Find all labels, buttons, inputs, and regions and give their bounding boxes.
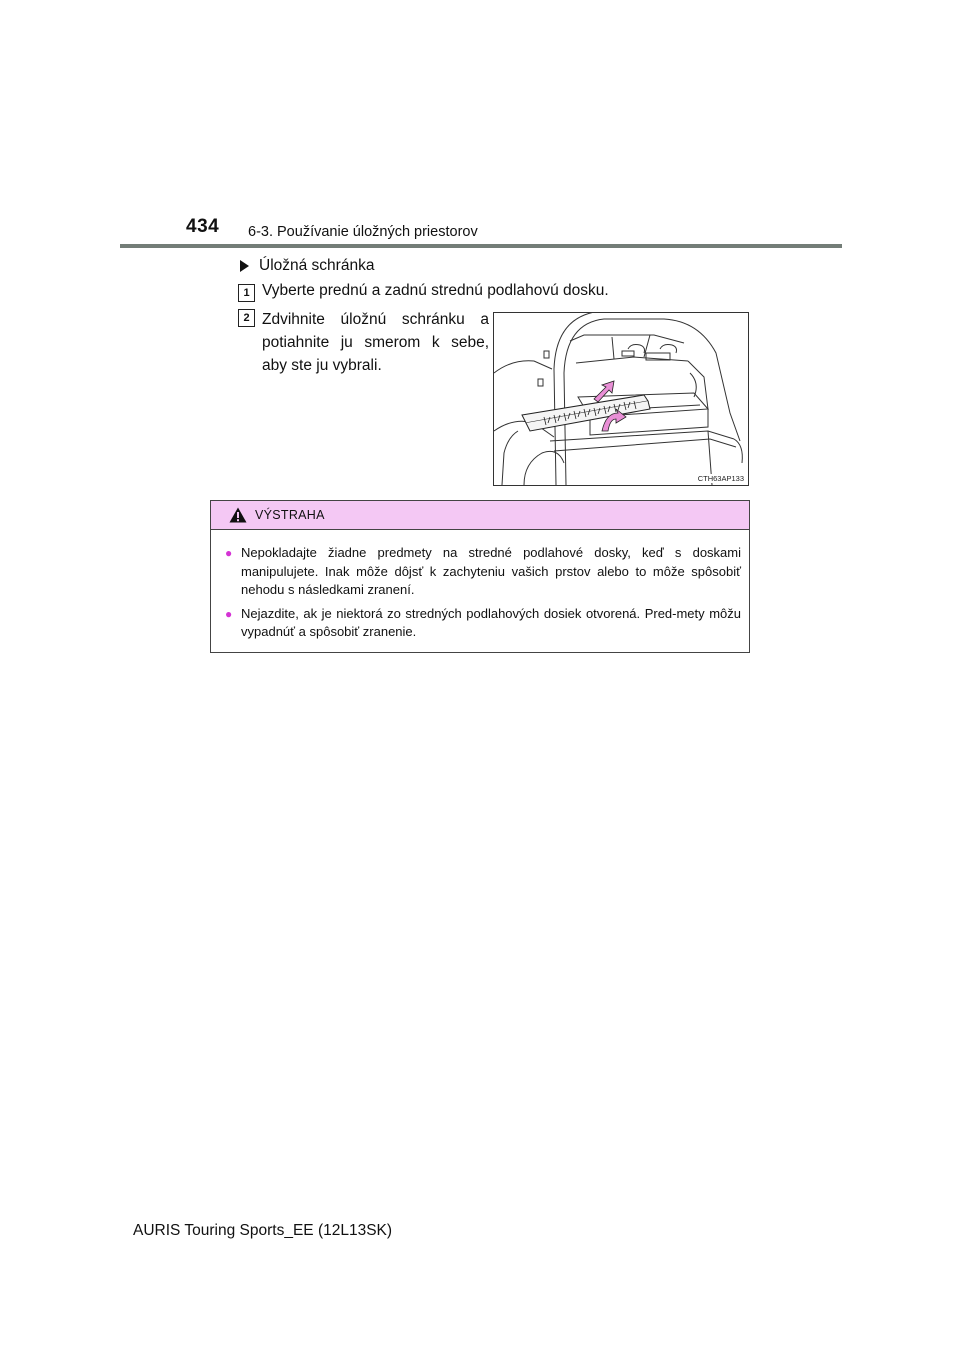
- warning-item: [225, 605, 741, 642]
- step-1-text: Vyberte prednú a zadnú strednú podlahovú dosku.: [262, 282, 609, 299]
- warning-triangle-icon: [229, 507, 247, 523]
- subheading-text: Úložná schránka: [259, 257, 375, 274]
- car-trunk-drawing: [494, 313, 748, 485]
- warning-header: [211, 501, 749, 530]
- footer-model-code: AURIS Touring Sports_EE (12L13SK): [133, 1222, 393, 1239]
- triangle-bullet-icon: [240, 260, 249, 272]
- step-2-text: Zdvihnite úložnú schránku a potiahnite ju smerom k sebe, aby ste ju vybrali.: [262, 311, 489, 374]
- header-divider: [120, 244, 842, 248]
- subheading: [240, 257, 374, 275]
- figure-code: CTH63AP133: [697, 474, 744, 483]
- step-number-1: 1: [238, 284, 255, 302]
- circle-bullet-icon: ●: [225, 546, 233, 560]
- circle-bullet-icon: ●: [225, 606, 233, 621]
- storage-box-illustration: [493, 312, 749, 486]
- step-number-2: 2: [238, 309, 255, 327]
- section-title: 6-3. Používanie úložných priestorov: [248, 224, 478, 240]
- warning-item-text: Nepokladajte žiadne predmety na stredné podlahové dosky, keď s doskami manipulujete. Inak môže dôjsť k zachyteniu vašich prstov alebo to môže spôsobiť nehodu s následkami zranení.: [241, 545, 741, 597]
- warning-title: VÝSTRAHA: [255, 508, 325, 522]
- page-number: 434: [186, 216, 220, 237]
- warning-item-text: Nejazdite, ak je niektorá zo stredných podlahových dosiek otvorená. Pred-mety môžu vypadnúť a spôsobiť zranenie.: [241, 605, 741, 639]
- warning-item: [225, 544, 741, 600]
- warning-body: [211, 530, 749, 642]
- warning-box: [210, 500, 750, 653]
